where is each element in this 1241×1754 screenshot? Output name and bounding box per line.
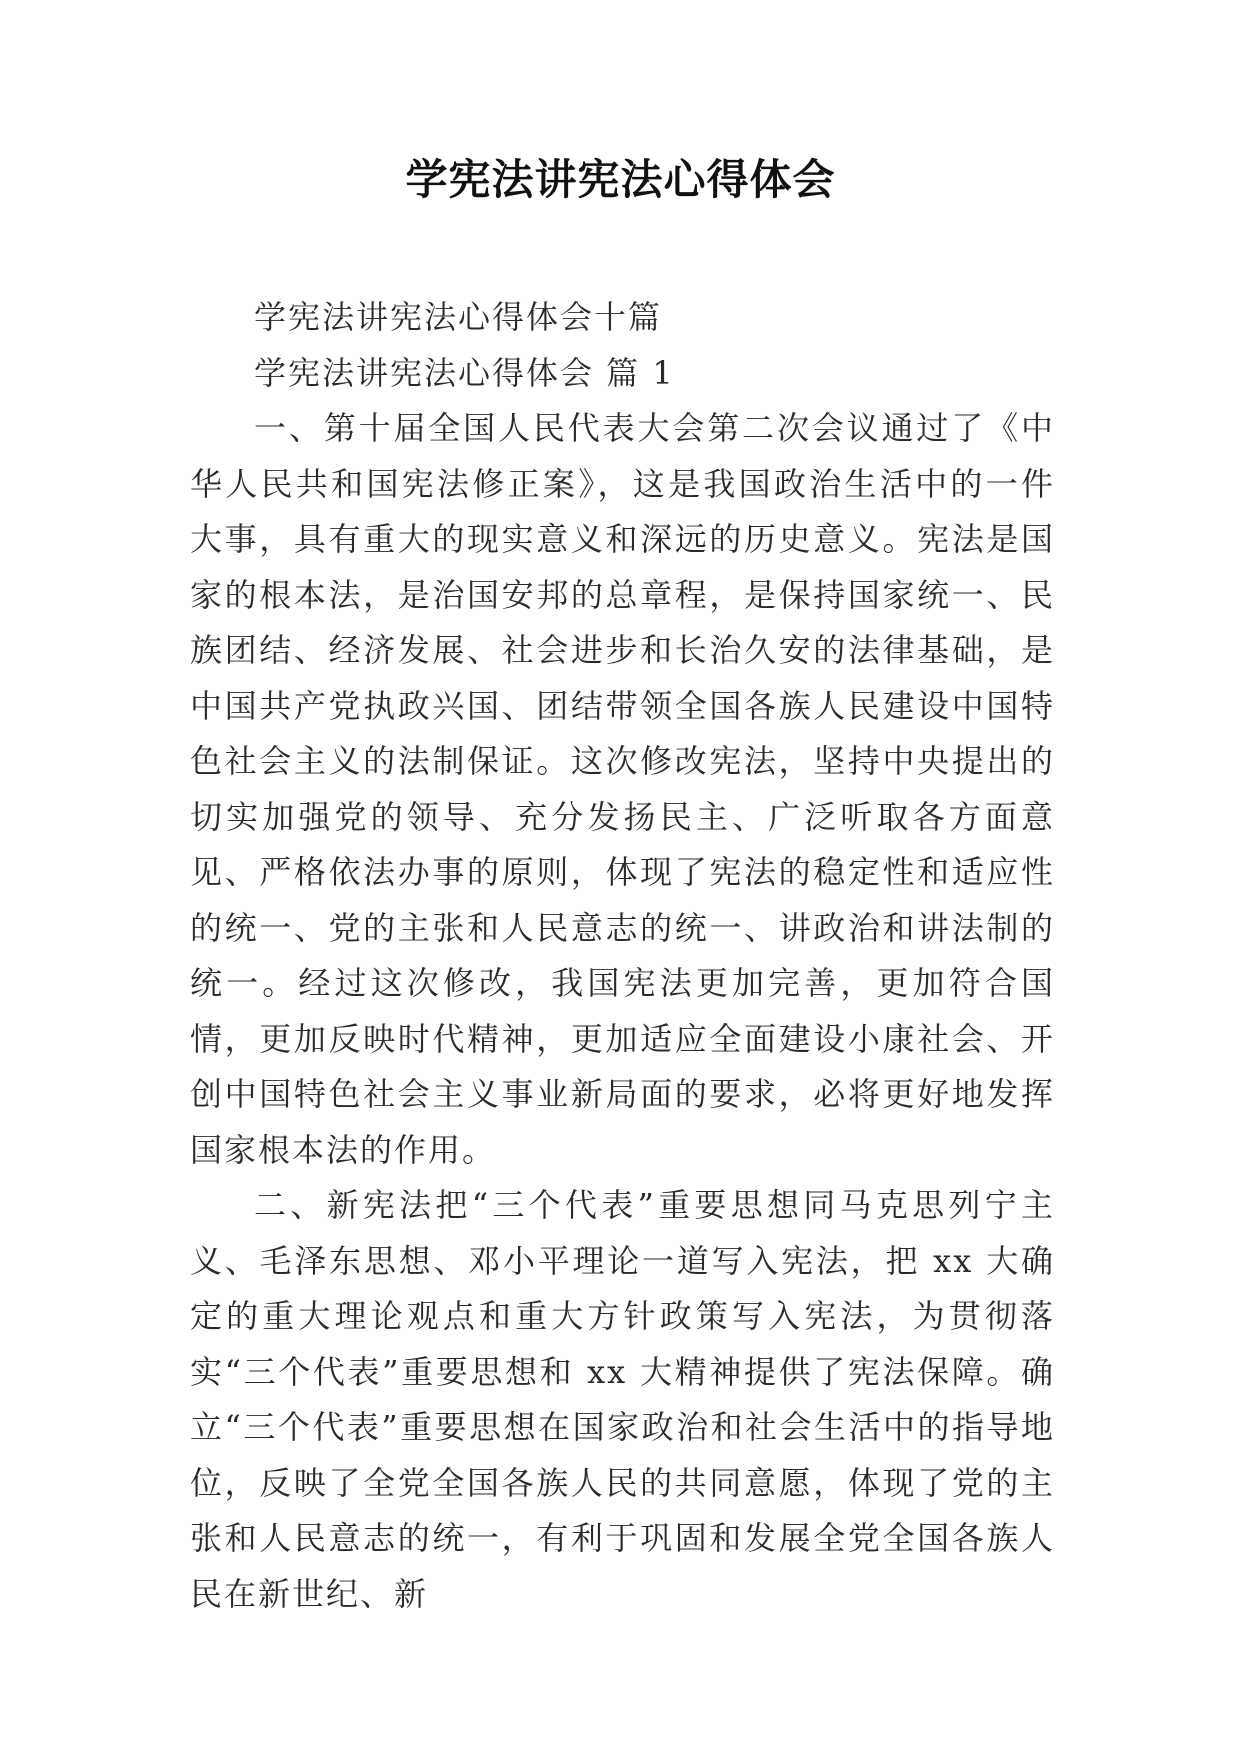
section-heading: 学宪法讲宪法心得体会 篇 1 [254, 353, 675, 392]
document-subtitle: 学宪法讲宪法心得体会十篇 [254, 298, 663, 336]
paragraph-2: 二、新宪法把“三个代表”重要思想同马克思列宁主义、毛泽东思想、邓小平理论一道写入宪法，把 xx 大确定的重大理论观点和重大方针政策写入宪法，为贯彻落实“三个代表”重要思想和 xx 大精神提供了宪法保障。确立“三个代表”重要思想在国家政治和社会生活中的指导地位，反映了全党全国各族人民的共同意愿，体现了党的主张和人民意志的统一，有利于巩固和发展全党全国各族人民在新世纪、新 [190, 1186, 1055, 1613]
paragraph-1: 一、第十届全国人民代表大会第二次会议通过了《中华人民共和国宪法修正案》，这是我国政治生活中的一件大事，具有重大的现实意义和深远的历史意义。宪法是国家的根本法，是治国安邦的总章程，是保持国家统一、民族团结、经济发展、社会进步和长治久安的法律基础，是中国共产党执政兴国、团结带领全国各族人民建设中国特色社会主义的法制保证。这次修改宪法，坚持中央提出的切实加强党的领导、充分发扬民主、广泛听取各方面意见、严格依法办事的原则，体现了宪法的稳定性和适应性的统一、党的主张和人民意志的统一、讲政治和讲法制的统一。经过这次修改，我国宪法更加完善，更加符合国情，更加反映时代精神，更加适应全面建设小康社会、开创中国特色社会主义事业新局面的要求，必将更好地发挥国家根本法的作用。 [190, 409, 1055, 1169]
document-title: 学宪法讲宪法心得体会 [405, 155, 836, 204]
document-body [190, 290, 1055, 1622]
